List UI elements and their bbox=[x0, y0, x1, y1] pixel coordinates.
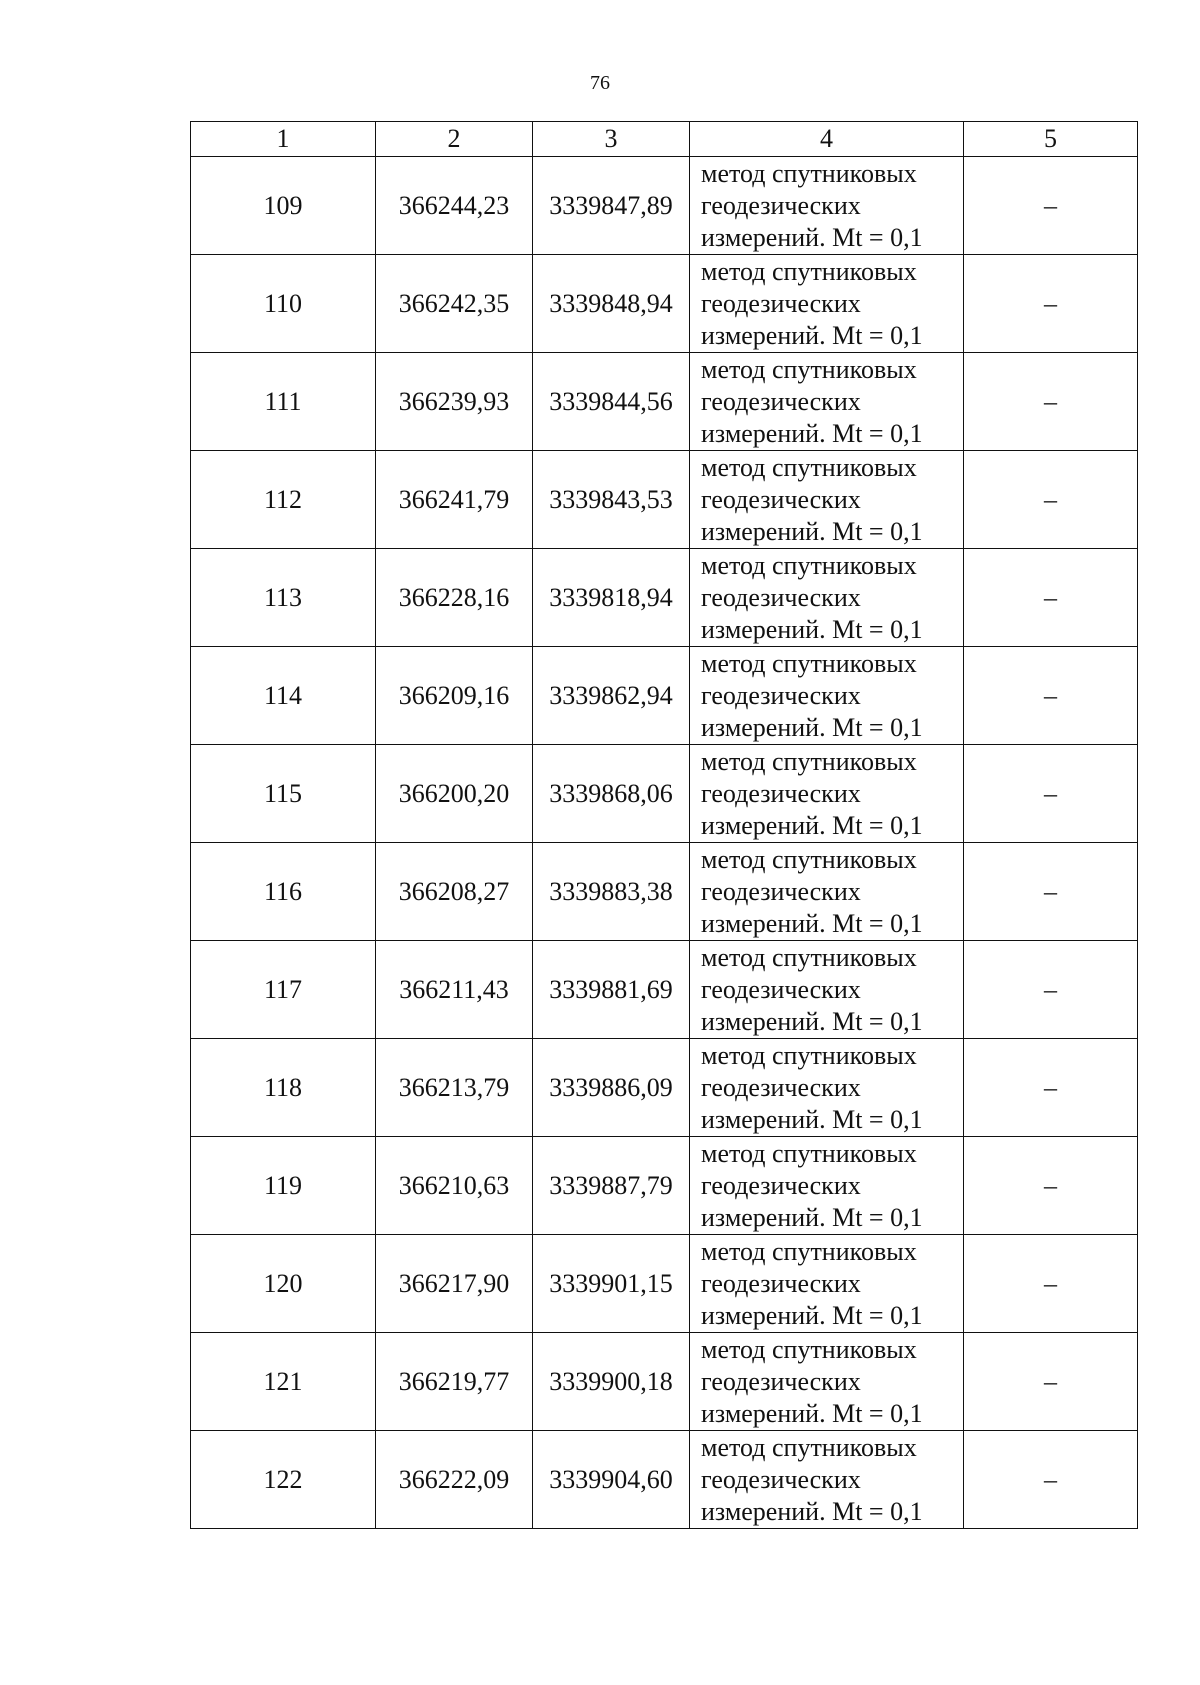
method-line: метод спутниковых bbox=[701, 746, 917, 776]
y-coordinate-cell: 3339883,38 bbox=[533, 843, 690, 941]
table-row bbox=[191, 1431, 1138, 1529]
note-cell: – bbox=[964, 843, 1138, 941]
method-line: измерений. Mt = 0,1 bbox=[701, 1202, 923, 1232]
y-coordinate-cell: 3339886,09 bbox=[533, 1039, 690, 1137]
method-cell bbox=[690, 1137, 964, 1235]
method-line: измерений. Mt = 0,1 bbox=[701, 320, 923, 350]
x-coordinate-cell: 366239,93 bbox=[376, 353, 533, 451]
note-cell: – bbox=[964, 1039, 1138, 1137]
x-coordinate-cell: 366222,09 bbox=[376, 1431, 533, 1529]
method-line: геодезических bbox=[701, 386, 861, 416]
note-cell: – bbox=[964, 745, 1138, 843]
point-number-cell: 113 bbox=[191, 549, 376, 647]
table-row bbox=[191, 451, 1138, 549]
method-line: измерений. Mt = 0,1 bbox=[701, 222, 923, 252]
table-row bbox=[191, 1235, 1138, 1333]
method-line: геодезических bbox=[701, 1366, 861, 1396]
y-coordinate-cell: 3339843,53 bbox=[533, 451, 690, 549]
table-row bbox=[191, 1137, 1138, 1235]
point-number-cell: 122 bbox=[191, 1431, 376, 1529]
x-coordinate-cell: 366211,43 bbox=[376, 941, 533, 1039]
coordinates-table bbox=[190, 121, 1138, 1529]
method-line: геодезических bbox=[701, 1268, 861, 1298]
y-coordinate-cell: 3339868,06 bbox=[533, 745, 690, 843]
method-line: измерений. Mt = 0,1 bbox=[701, 908, 923, 938]
method-line: измерений. Mt = 0,1 bbox=[701, 1300, 923, 1330]
table-row bbox=[191, 353, 1138, 451]
x-coordinate-cell: 366219,77 bbox=[376, 1333, 533, 1431]
method-line: измерений. Mt = 0,1 bbox=[701, 614, 923, 644]
method-line: измерений. Mt = 0,1 bbox=[701, 712, 923, 742]
method-line: метод спутниковых bbox=[701, 1138, 917, 1168]
point-number-cell: 121 bbox=[191, 1333, 376, 1431]
method-line: геодезических bbox=[701, 974, 861, 1004]
method-cell bbox=[690, 843, 964, 941]
method-line: геодезических bbox=[701, 778, 861, 808]
x-coordinate-cell: 366228,16 bbox=[376, 549, 533, 647]
method-cell bbox=[690, 941, 964, 1039]
point-number-cell: 111 bbox=[191, 353, 376, 451]
note-cell: – bbox=[964, 1431, 1138, 1529]
header-cell-3: 3 bbox=[533, 122, 690, 157]
point-number-cell: 117 bbox=[191, 941, 376, 1039]
method-line: измерений. Mt = 0,1 bbox=[701, 810, 923, 840]
method-line: метод спутниковых bbox=[701, 158, 917, 188]
x-coordinate-cell: 366200,20 bbox=[376, 745, 533, 843]
y-coordinate-cell: 3339862,94 bbox=[533, 647, 690, 745]
method-line: метод спутниковых bbox=[701, 550, 917, 580]
method-cell bbox=[690, 647, 964, 745]
note-cell: – bbox=[964, 941, 1138, 1039]
method-line: метод спутниковых bbox=[701, 452, 917, 482]
method-line: измерений. Mt = 0,1 bbox=[701, 516, 923, 546]
method-line: метод спутниковых bbox=[701, 844, 917, 874]
y-coordinate-cell: 3339887,79 bbox=[533, 1137, 690, 1235]
header-row bbox=[191, 122, 1138, 157]
y-coordinate-cell: 3339844,56 bbox=[533, 353, 690, 451]
method-line: метод спутниковых bbox=[701, 1040, 917, 1070]
table-row bbox=[191, 157, 1138, 255]
note-cell: – bbox=[964, 1333, 1138, 1431]
point-number-cell: 115 bbox=[191, 745, 376, 843]
x-coordinate-cell: 366208,27 bbox=[376, 843, 533, 941]
note-cell: – bbox=[964, 451, 1138, 549]
method-cell bbox=[690, 745, 964, 843]
header-cell-2: 2 bbox=[376, 122, 533, 157]
point-number-cell: 119 bbox=[191, 1137, 376, 1235]
method-cell bbox=[690, 255, 964, 353]
note-cell: – bbox=[964, 647, 1138, 745]
method-line: метод спутниковых bbox=[701, 256, 917, 286]
note-cell: – bbox=[964, 157, 1138, 255]
method-cell bbox=[690, 1235, 964, 1333]
method-line: геодезических bbox=[701, 876, 861, 906]
method-line: геодезических bbox=[701, 1170, 861, 1200]
y-coordinate-cell: 3339881,69 bbox=[533, 941, 690, 1039]
note-cell: – bbox=[964, 1235, 1138, 1333]
y-coordinate-cell: 3339848,94 bbox=[533, 255, 690, 353]
x-coordinate-cell: 366217,90 bbox=[376, 1235, 533, 1333]
method-cell bbox=[690, 1039, 964, 1137]
point-number-cell: 112 bbox=[191, 451, 376, 549]
note-cell: – bbox=[964, 1137, 1138, 1235]
header-cell-4: 4 bbox=[690, 122, 964, 157]
method-line: метод спутниковых bbox=[701, 648, 917, 678]
x-coordinate-cell: 366213,79 bbox=[376, 1039, 533, 1137]
method-line: измерений. Mt = 0,1 bbox=[701, 1398, 923, 1428]
y-coordinate-cell: 3339904,60 bbox=[533, 1431, 690, 1529]
header-cell-1: 1 bbox=[191, 122, 376, 157]
table-row bbox=[191, 941, 1138, 1039]
method-line: измерений. Mt = 0,1 bbox=[701, 418, 923, 448]
method-line: метод спутниковых bbox=[701, 1236, 917, 1266]
x-coordinate-cell: 366242,35 bbox=[376, 255, 533, 353]
y-coordinate-cell: 3339901,15 bbox=[533, 1235, 690, 1333]
method-line: геодезических bbox=[701, 484, 861, 514]
method-cell bbox=[690, 157, 964, 255]
note-cell: – bbox=[964, 549, 1138, 647]
point-number-cell: 118 bbox=[191, 1039, 376, 1137]
y-coordinate-cell: 3339900,18 bbox=[533, 1333, 690, 1431]
table-row bbox=[191, 549, 1138, 647]
method-line: геодезических bbox=[701, 680, 861, 710]
method-line: метод спутниковых bbox=[701, 942, 917, 972]
method-line: измерений. Mt = 0,1 bbox=[701, 1104, 923, 1134]
method-line: геодезических bbox=[701, 1464, 861, 1494]
header-cell-5: 5 bbox=[964, 122, 1138, 157]
y-coordinate-cell: 3339847,89 bbox=[533, 157, 690, 255]
method-cell bbox=[690, 1431, 964, 1529]
method-cell bbox=[690, 549, 964, 647]
method-line: метод спутниковых bbox=[701, 354, 917, 384]
method-line: геодезических bbox=[701, 190, 861, 220]
y-coordinate-cell: 3339818,94 bbox=[533, 549, 690, 647]
method-line: метод спутниковых bbox=[701, 1432, 917, 1462]
point-number-cell: 109 bbox=[191, 157, 376, 255]
method-line: метод спутниковых bbox=[701, 1334, 917, 1364]
table-row bbox=[191, 255, 1138, 353]
method-line: геодезических bbox=[701, 582, 861, 612]
method-cell bbox=[690, 353, 964, 451]
note-cell: – bbox=[964, 255, 1138, 353]
point-number-cell: 120 bbox=[191, 1235, 376, 1333]
method-cell bbox=[690, 451, 964, 549]
x-coordinate-cell: 366210,63 bbox=[376, 1137, 533, 1235]
table-row bbox=[191, 745, 1138, 843]
table-row bbox=[191, 647, 1138, 745]
x-coordinate-cell: 366209,16 bbox=[376, 647, 533, 745]
note-cell: – bbox=[964, 353, 1138, 451]
point-number-cell: 114 bbox=[191, 647, 376, 745]
page-number: 76 bbox=[590, 72, 610, 94]
method-line: геодезических bbox=[701, 288, 861, 318]
x-coordinate-cell: 366244,23 bbox=[376, 157, 533, 255]
table-body bbox=[191, 157, 1138, 1529]
point-number-cell: 110 bbox=[191, 255, 376, 353]
table-row bbox=[191, 1333, 1138, 1431]
method-line: измерений. Mt = 0,1 bbox=[701, 1496, 923, 1526]
x-coordinate-cell: 366241,79 bbox=[376, 451, 533, 549]
point-number-cell: 116 bbox=[191, 843, 376, 941]
method-line: геодезических bbox=[701, 1072, 861, 1102]
table-header bbox=[191, 122, 1138, 157]
method-line: измерений. Mt = 0,1 bbox=[701, 1006, 923, 1036]
table-row bbox=[191, 843, 1138, 941]
table-row bbox=[191, 1039, 1138, 1137]
method-cell bbox=[690, 1333, 964, 1431]
